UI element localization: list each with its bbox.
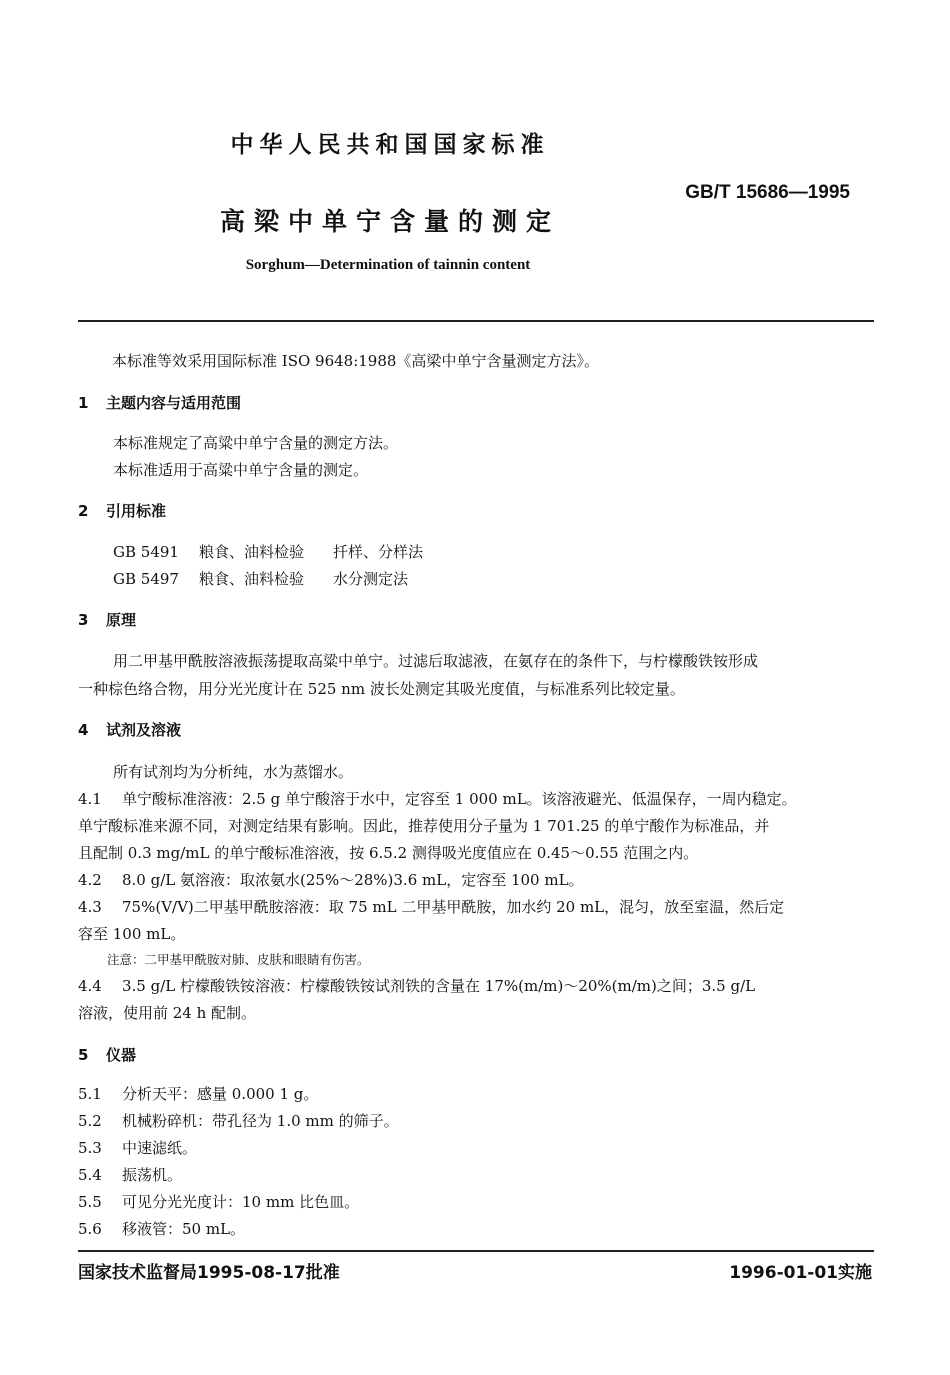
s4-intro: 所有试剂均为分析纯，水为蒸馏水。 [113,763,354,781]
item-text: 机械粉碎机：带孔径为 1.0 mm 的筛子。 [122,1112,399,1130]
section-number: 2 [78,502,89,520]
list-item [78,1165,182,1185]
effective-date: 1996-01-01实施 [729,1263,872,1283]
ref-code: GB 5497 [113,570,179,588]
section-title: 引用标准 [106,502,167,520]
s3-line-1: 用二甲基甲酰胺溶液振荡提取高粱中单宁。过滤后取滤液，在氨存在的条件下，与柠檬酸铁铵形成 [113,652,759,670]
section-4-heading [78,720,181,740]
item-text: 分析天平：感量 0.000 1 g。 [122,1085,319,1103]
section-2-heading [78,501,166,521]
item-number: 5.1 [78,1085,102,1103]
ref-field: 粮食、油料检验 [199,570,305,588]
item-number: 5.5 [78,1193,102,1211]
section-title: 试剂及溶液 [106,721,182,739]
item-4-1-line-1 [78,789,797,809]
item-text: 单宁酸标准溶液：2.5 g 单宁酸溶于水中，定容至 1 000 mL。该溶液避光、低温保存，一周内稳定。 [122,790,797,808]
item-text: 振荡机。 [122,1166,183,1184]
section-number: 3 [78,611,89,629]
english-title: Sorghum—Determination of tainnin content [245,257,531,273]
item-number: 5.6 [78,1220,102,1238]
item-text: 中速滤纸。 [122,1139,198,1157]
list-item [78,1192,359,1212]
section-number: 4 [78,721,89,739]
item-4-4-line-1 [78,976,755,996]
section-title: 主题内容与适用范围 [106,394,242,412]
item-4-3-line-2: 容至 100 mL。 [78,925,186,943]
item-text: 75%(V/V)二甲基甲酰胺溶液：取 75 mL 二甲基甲酰胺，加水约 20 mL，混匀，放至室温，然后定 [122,898,785,916]
section-1-heading [78,393,241,413]
item-4-3-line-1 [78,897,784,917]
ref-topic: 水分测定法 [333,570,409,588]
item-number: 5.4 [78,1166,102,1184]
s1-paragraph-1: 本标准规定了高粱中单宁含量的测定方法。 [113,434,399,452]
item-number: 5.2 [78,1112,102,1130]
item-4-1-line-3: 且配制 0.3 mg/mL 的单宁酸标准溶液，按 6.5.2 测得吸光度值应在 0.45～0.55 范围之内。 [78,844,699,862]
item-number: 4.1 [78,790,102,808]
list-item [78,1138,197,1158]
item-4-4-line-2: 溶液，使用前 24 h 配制。 [78,1004,257,1022]
item-number: 4.4 [78,977,102,995]
approval-line: 国家技术监督局1995-08-17批准 [78,1263,340,1283]
item-number: 4.2 [78,871,102,889]
document-title: 高梁中单宁含量的测定 [219,207,560,236]
item-4-1-line-2: 单宁酸标准来源不同，对测定结果有影响。因此，推荐使用分子量为 1 701.25 的单宁酸作为标准品，并 [78,817,770,835]
item-text: 可见分光光度计：10 mm 比色皿。 [122,1193,360,1211]
list-item [78,1111,399,1131]
section-number: 5 [78,1046,89,1064]
section-title: 仪器 [106,1046,137,1064]
safety-note: 注意：二甲基甲酰胺对肺、皮肤和眼睛有伤害。 [107,952,370,967]
item-number: 5.3 [78,1139,102,1157]
national-standard-heading: 中华人民共和国国家标准 [230,132,550,158]
item-text: 8.0 g/L 氨溶液：取浓氨水(25%～28%)3.6 mL，定容至 100 mL。 [122,871,584,889]
s1-paragraph-2: 本标准适用于高粱中单宁含量的测定。 [113,461,369,479]
list-item [78,1219,245,1239]
reference-row [113,542,423,562]
section-3-heading [78,610,136,630]
ref-code: GB 5491 [113,543,179,561]
reference-row [113,569,408,589]
item-text: 3.5 g/L 柠檬酸铁铵溶液：柠檬酸铁铵试剂铁的含量在 17%(m/m)～20%(m/m)之间；3.5 g/L [122,977,756,995]
item-number: 4.3 [78,898,102,916]
header-rule [78,320,874,322]
section-number: 1 [78,394,89,412]
intro-paragraph: 本标准等效采用国际标准 ISO 9648:1988《高梁中单宁含量测定方法》。 [112,352,599,370]
s3-line-2: 一种棕色络合物，用分光光度计在 525 nm 波长处测定其吸光度值，与标准系列比较定量。 [78,680,685,698]
item-text: 移液管：50 mL。 [122,1220,246,1238]
ref-field: 粮食、油料检验 [199,543,305,561]
section-title: 原理 [106,611,137,629]
item-4-2 [78,870,584,890]
footer-rule [78,1250,874,1252]
section-5-heading [78,1045,136,1065]
ref-topic: 扦样、分样法 [333,543,424,561]
standard-number: GB/T 15686—1995 [685,182,850,203]
list-item [78,1084,318,1104]
